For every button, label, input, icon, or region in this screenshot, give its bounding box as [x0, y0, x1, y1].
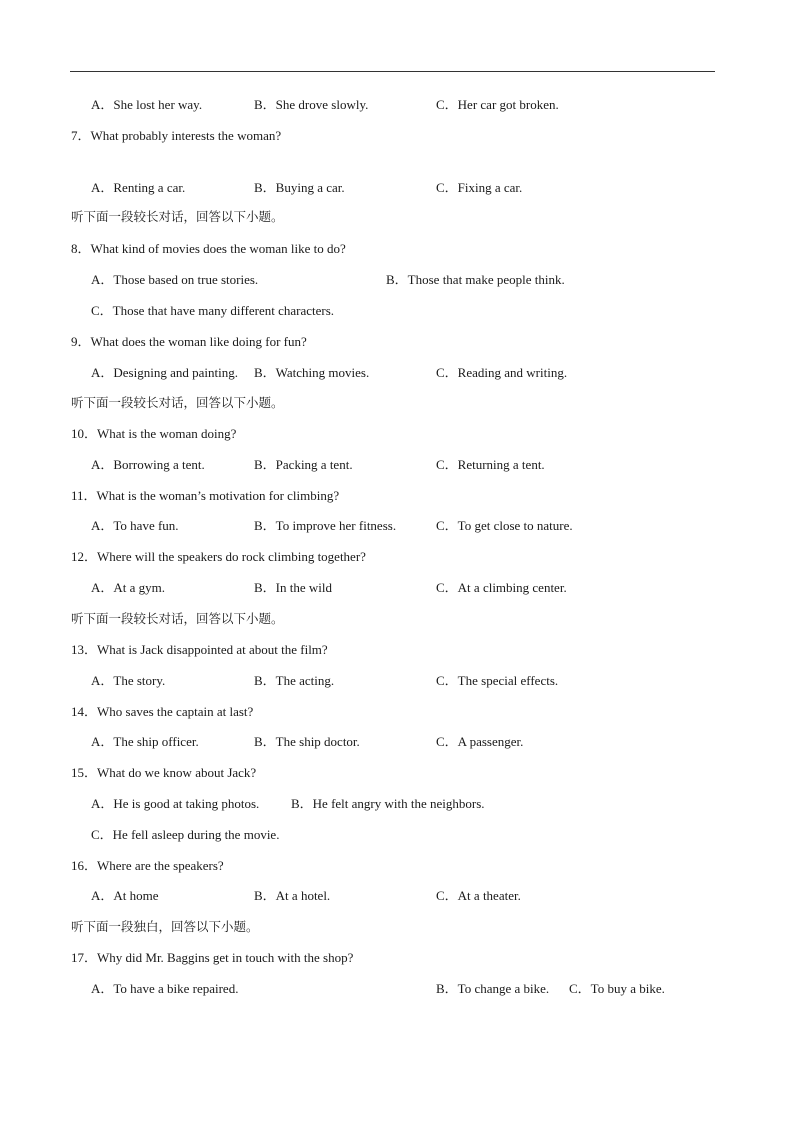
- answer-option: B．To change a bike.: [436, 981, 550, 996]
- answer-option: A．To have fun.: [91, 518, 179, 533]
- header-rule: [70, 71, 715, 72]
- answer-option: C．He fell asleep during the movie.: [91, 827, 280, 842]
- question-text: 11．What is the woman’s motivation for climbing?: [71, 488, 340, 503]
- answer-option: C．Returning a tent.: [436, 457, 545, 472]
- section-instruction: 听下面一段较长对话，回答以下小题。: [71, 611, 284, 626]
- answer-option: A．Renting a car.: [91, 180, 186, 195]
- answer-option: B．She drove slowly.: [254, 97, 369, 112]
- question-text: 7．What probably interests the woman?: [71, 128, 282, 143]
- answer-option: B．In the wild: [254, 580, 332, 595]
- answer-option: B．Watching movies.: [254, 365, 370, 380]
- answer-option: B．He felt angry with the neighbors.: [291, 796, 485, 811]
- question-text: 17．Why did Mr. Baggins get in touch with the shop?: [71, 950, 354, 965]
- question-text: 13．What is Jack disappointed at about the film?: [71, 642, 328, 657]
- section-instruction: 听下面一段较长对话，回答以下小题。: [71, 209, 284, 224]
- answer-option: A．The story.: [91, 673, 166, 688]
- answer-option: A．He is good at taking photos.: [91, 796, 260, 811]
- answer-option: C．A passenger.: [436, 734, 524, 749]
- answer-option: C．To get close to nature.: [436, 518, 573, 533]
- answer-option: B．Buying a car.: [254, 180, 345, 195]
- answer-option: C．To buy a bike.: [569, 981, 665, 996]
- answer-option: B．At a hotel.: [254, 888, 331, 903]
- answer-option: B．Those that make people think.: [386, 272, 565, 287]
- answer-option: C．Her car got broken.: [436, 97, 559, 112]
- answer-option: C．Those that have many different characters.: [91, 303, 335, 318]
- answer-option: A．The ship officer.: [91, 734, 199, 749]
- answer-option: A．To have a bike repaired.: [91, 981, 239, 996]
- section-instruction: 听下面一段独白，回答以下小题。: [71, 919, 259, 934]
- answer-option: B．Packing a tent.: [254, 457, 353, 472]
- answer-option: C．The special effects.: [436, 673, 559, 688]
- section-instruction: 听下面一段较长对话，回答以下小题。: [71, 395, 284, 410]
- answer-option: B．The acting.: [254, 673, 335, 688]
- answer-option: B．The ship doctor.: [254, 734, 360, 749]
- question-text: 16．Where are the speakers?: [71, 858, 224, 873]
- question-text: 10．What is the woman doing?: [71, 426, 237, 441]
- question-text: 9．What does the woman like doing for fun?: [71, 334, 307, 349]
- answer-option: A．At a gym.: [91, 580, 166, 595]
- answer-option: B．To improve her fitness.: [254, 518, 397, 533]
- answer-option: A．She lost her way.: [91, 97, 203, 112]
- answer-option: A．Designing and painting.: [91, 365, 238, 380]
- question-text: 12．Where will the speakers do rock climbing together?: [71, 549, 366, 564]
- answer-option: C．At a theater.: [436, 888, 521, 903]
- answer-option: A．Borrowing a tent.: [91, 457, 205, 472]
- question-text: 15．What do we know about Jack?: [71, 765, 257, 780]
- answer-option: C．Fixing a car.: [436, 180, 523, 195]
- answer-option: C．At a climbing center.: [436, 580, 567, 595]
- question-text: 8．What kind of movies does the woman like to do?: [71, 241, 346, 256]
- answer-option: A．At home: [91, 888, 159, 903]
- question-text: 14．Who saves the captain at last?: [71, 704, 254, 719]
- answer-option: A．Those based on true stories.: [91, 272, 259, 287]
- answer-option: C．Reading and writing.: [436, 365, 568, 380]
